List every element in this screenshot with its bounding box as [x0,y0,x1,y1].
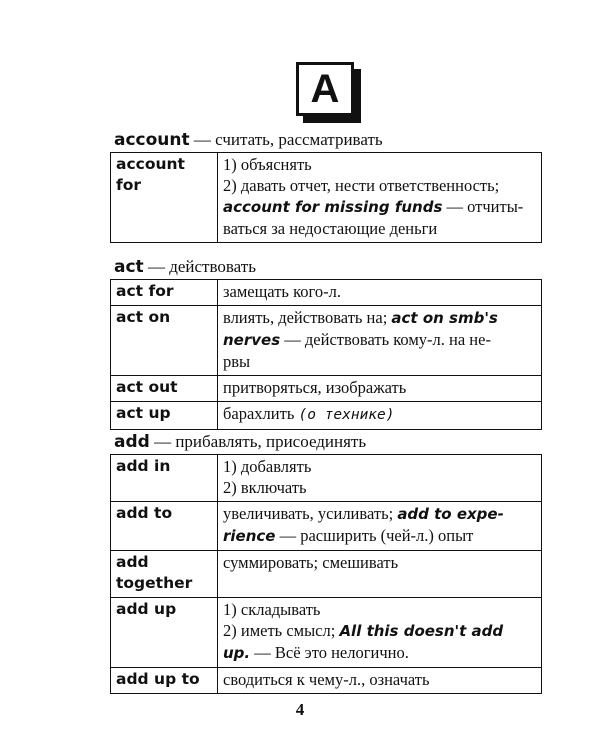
example-phrase: rience [223,527,276,545]
phrasal-verb-word: add to [116,504,173,522]
definition-text: 2) иметь смысл; [223,621,340,640]
definition-text: — действовать кому-л. на не- [280,330,491,349]
definition-text: барахлить [223,404,299,423]
definition-text: 1) складывать [223,600,321,619]
entry-table [110,279,542,430]
table-row [111,551,542,598]
definition [218,668,542,694]
definition-text: — отчиты- [442,197,524,216]
phrasal-verb [111,455,218,502]
definition-text: суммировать; смешивать [223,553,399,572]
definition-text: 1) объяснять [223,155,312,174]
headword-meaning: — прибавлять, присоединять [149,432,367,451]
headword: add [114,432,150,452]
section-letter: A [296,62,354,116]
phrasal-verb [111,668,218,694]
phrasal-verb [111,280,218,306]
definition-text: влиять, действовать на; [223,308,392,327]
definition [218,502,542,551]
page-number: 4 [295,700,305,719]
definition [218,376,542,402]
definition [218,455,542,502]
definition-text: — расширить (чей-л.) опыт [275,526,474,545]
table-row [111,153,542,243]
definition-text: притворяться, изображать [223,378,407,397]
phrasal-verb [111,153,218,243]
phrasal-verb-word: add in [116,457,171,475]
definition-text: ваться за недостающие деньги [223,219,438,238]
phrasal-verb [111,376,218,402]
headword: account [114,130,190,150]
phrasal-verb-word: add up [116,600,177,618]
definition-text: увеличивать, усиливать; [223,504,398,523]
phrasal-verb-word: act on [116,308,171,326]
table-row [111,668,542,694]
example-phrase: All this doesn't add [339,622,504,640]
definition-text: 2) давать отчет, нести ответственность; [223,176,500,195]
definition-text: сводиться к чему-л., означать [223,670,430,689]
example-phrase: up. [223,644,251,662]
example-phrase: account for missing funds [223,198,443,216]
phrasal-verb [111,402,218,430]
table-row [111,598,542,668]
entry-table [110,152,542,243]
definition-text: замещать кого-л. [223,282,341,301]
entry-heading [114,257,256,277]
usage-note: (о технике) [298,407,395,423]
definition [218,402,542,430]
definition [218,551,542,598]
headword-meaning: — действовать [143,257,256,276]
phrasal-verb-word: act up [116,404,171,422]
definition [218,153,542,243]
example-phrase: add to expe- [397,505,504,523]
headword-meaning: — считать, рассматривать [189,130,383,149]
phrasal-verb-word: act for [116,282,174,300]
phrasal-verb-word: add up to [116,670,200,688]
definition-text: рвы [223,352,251,371]
phrasal-verb [111,502,218,551]
example-phrase: nerves [223,331,281,349]
definition [218,306,542,376]
phrasal-verb-word: together [116,574,193,592]
phrasal-verb [111,598,218,668]
phrasal-verb-word: account [116,155,185,173]
phrasal-verb-word: act out [116,378,178,396]
table-row [111,502,542,551]
table-row [111,280,542,306]
phrasal-verb [111,306,218,376]
definition-text: — Всё это нелогично. [250,643,409,662]
example-phrase: act on smb's [391,309,498,327]
definition-text: 1) добавлять [223,457,312,476]
entry-table [110,454,542,694]
table-row [111,402,542,430]
entry-heading [114,432,366,452]
table-row [111,376,542,402]
phrasal-verb-word: add [116,553,149,571]
table-row [111,306,542,376]
headword: act [114,257,144,277]
definition-text: 2) включать [223,478,307,497]
definition [218,280,542,306]
phrasal-verb-word: for [116,176,142,194]
entry-heading [114,130,383,150]
table-row [111,455,542,502]
phrasal-verb [111,551,218,598]
definition [218,598,542,668]
